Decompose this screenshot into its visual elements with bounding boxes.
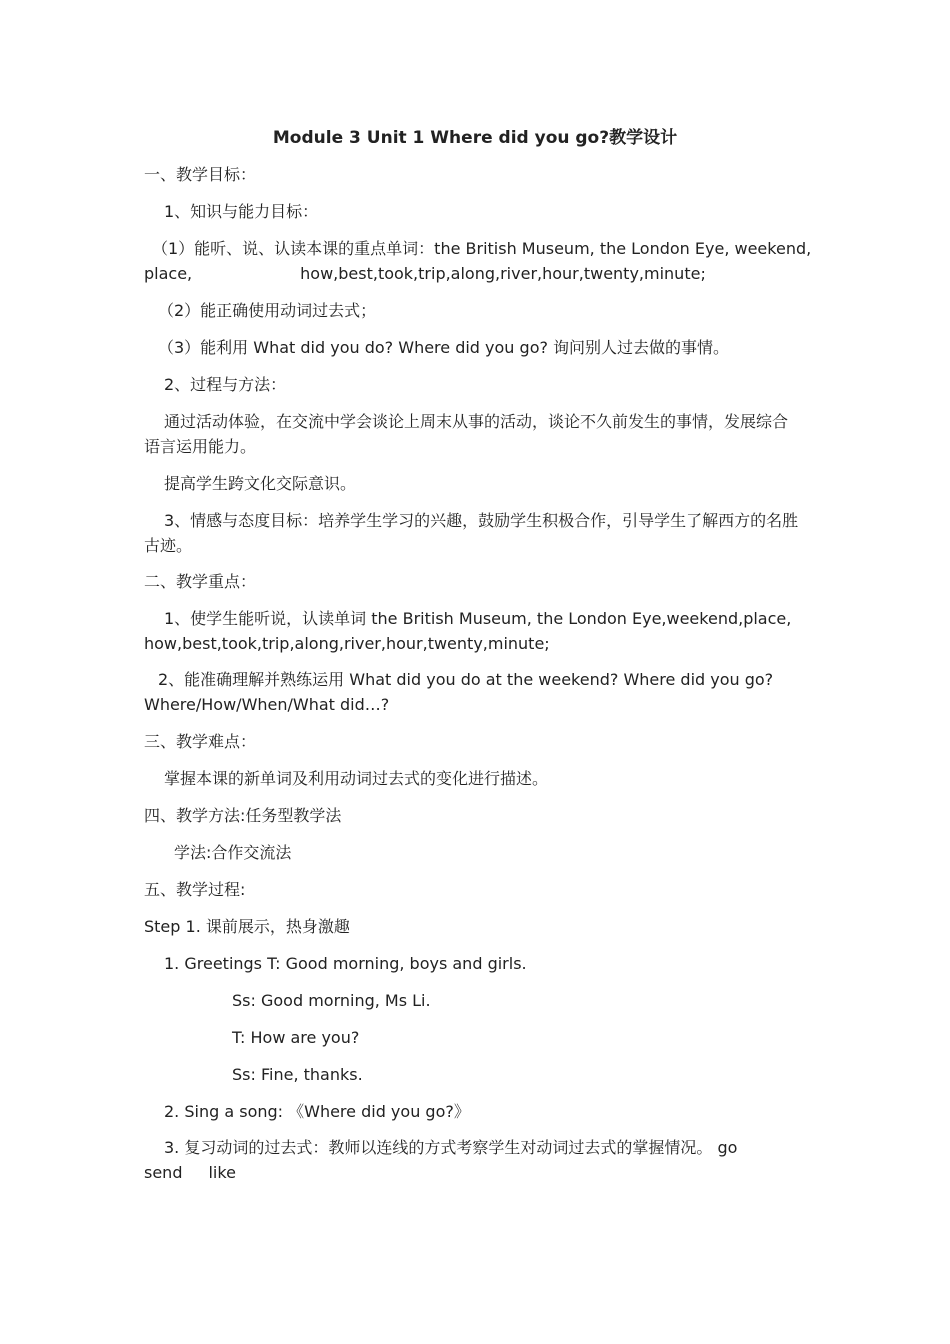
verb-send: send bbox=[144, 1163, 183, 1182]
learning-method: 学法:合作交流法 bbox=[174, 843, 292, 862]
section-heading-difficulties: 三、教学难点： bbox=[144, 732, 257, 751]
key-point-1-line2: how,best,took,trip,along,river,hour,twenty,minute; bbox=[144, 634, 550, 653]
step-1-greetings: 1. Greetings T: Good morning, boys and girls. bbox=[164, 954, 527, 973]
step-1-sing-song: 2. Sing a song: 《Where did you go?》 bbox=[164, 1102, 470, 1121]
paragraph-past-tense: （2）能正确使用动词过去式； bbox=[158, 301, 377, 320]
subheading-knowledge-ability: 1、知识与能力目标： bbox=[164, 202, 319, 221]
key-point-1-line1: 1、使学生能听说，认读单词 the British Museum, the London Eye,weekend,place, bbox=[164, 609, 792, 628]
step-1-fine-thanks: Ss: Fine, thanks. bbox=[232, 1065, 363, 1084]
paragraph-emotion-line2: 古迹。 bbox=[144, 536, 193, 555]
paragraph-activity-line1: 通过活动体验，在交流中学会谈论上周末从事的活动，谈论不久前发生的事情，发展综合 bbox=[164, 412, 789, 431]
word-place: place, bbox=[144, 264, 193, 283]
step-1-how-are-you: T: How are you? bbox=[232, 1028, 360, 1047]
section-heading-objectives: 一、教学目标： bbox=[144, 165, 257, 184]
paragraph-key-words-line1: （1）能听、说、认读本课的重点单词：the British Museum, the London Eye, weekend, bbox=[152, 239, 812, 258]
step-1-heading: Step 1. 课前展示，热身激趣 bbox=[144, 917, 350, 936]
verb-like: like bbox=[208, 1163, 236, 1182]
key-point-2-line1: 2、能准确理解并熟练运用 What did you do at the weekend? Where did you go? bbox=[158, 670, 774, 689]
section-heading-process: 五、教学过程: bbox=[144, 880, 246, 899]
paragraph-activity-line2: 语言运用能力。 bbox=[144, 437, 257, 456]
paragraph-emotion-line1: 3、情感与态度目标：培养学生学习的兴趣，鼓励学生积极合作，引导学生了解西方的名胜 bbox=[164, 511, 799, 530]
step-1-review-line2 bbox=[144, 1160, 812, 1185]
document-title: Module 3 Unit 1 Where did you go?教学设计 bbox=[272, 128, 678, 148]
step-1-greetings-reply: Ss: Good morning, Ms Li. bbox=[232, 991, 431, 1010]
paragraph-questions: （3）能利用 What did you do? Where did you go? 询问别人过去做的事情。 bbox=[158, 338, 730, 357]
section-heading-key-points: 二、教学重点： bbox=[144, 572, 257, 591]
key-point-2-line2: Where/How/When/What did…? bbox=[144, 695, 390, 714]
word-list: how,best,took,trip,along,river,hour,twenty,minute; bbox=[300, 264, 706, 283]
subheading-process-method: 2、过程与方法： bbox=[164, 375, 287, 394]
difficulty-text: 掌握本课的新单词及利用动词过去式的变化进行描述。 bbox=[164, 769, 549, 788]
step-1-review-line1: 3. 复习动词的过去式：教师以连线的方式考察学生对动词过去式的掌握情况。 go bbox=[164, 1138, 738, 1157]
section-heading-methods: 四、教学方法:任务型教学法 bbox=[144, 806, 342, 825]
paragraph-cross-culture: 提高学生跨文化交际意识。 bbox=[164, 474, 357, 493]
paragraph-key-words-line2 bbox=[144, 261, 812, 286]
